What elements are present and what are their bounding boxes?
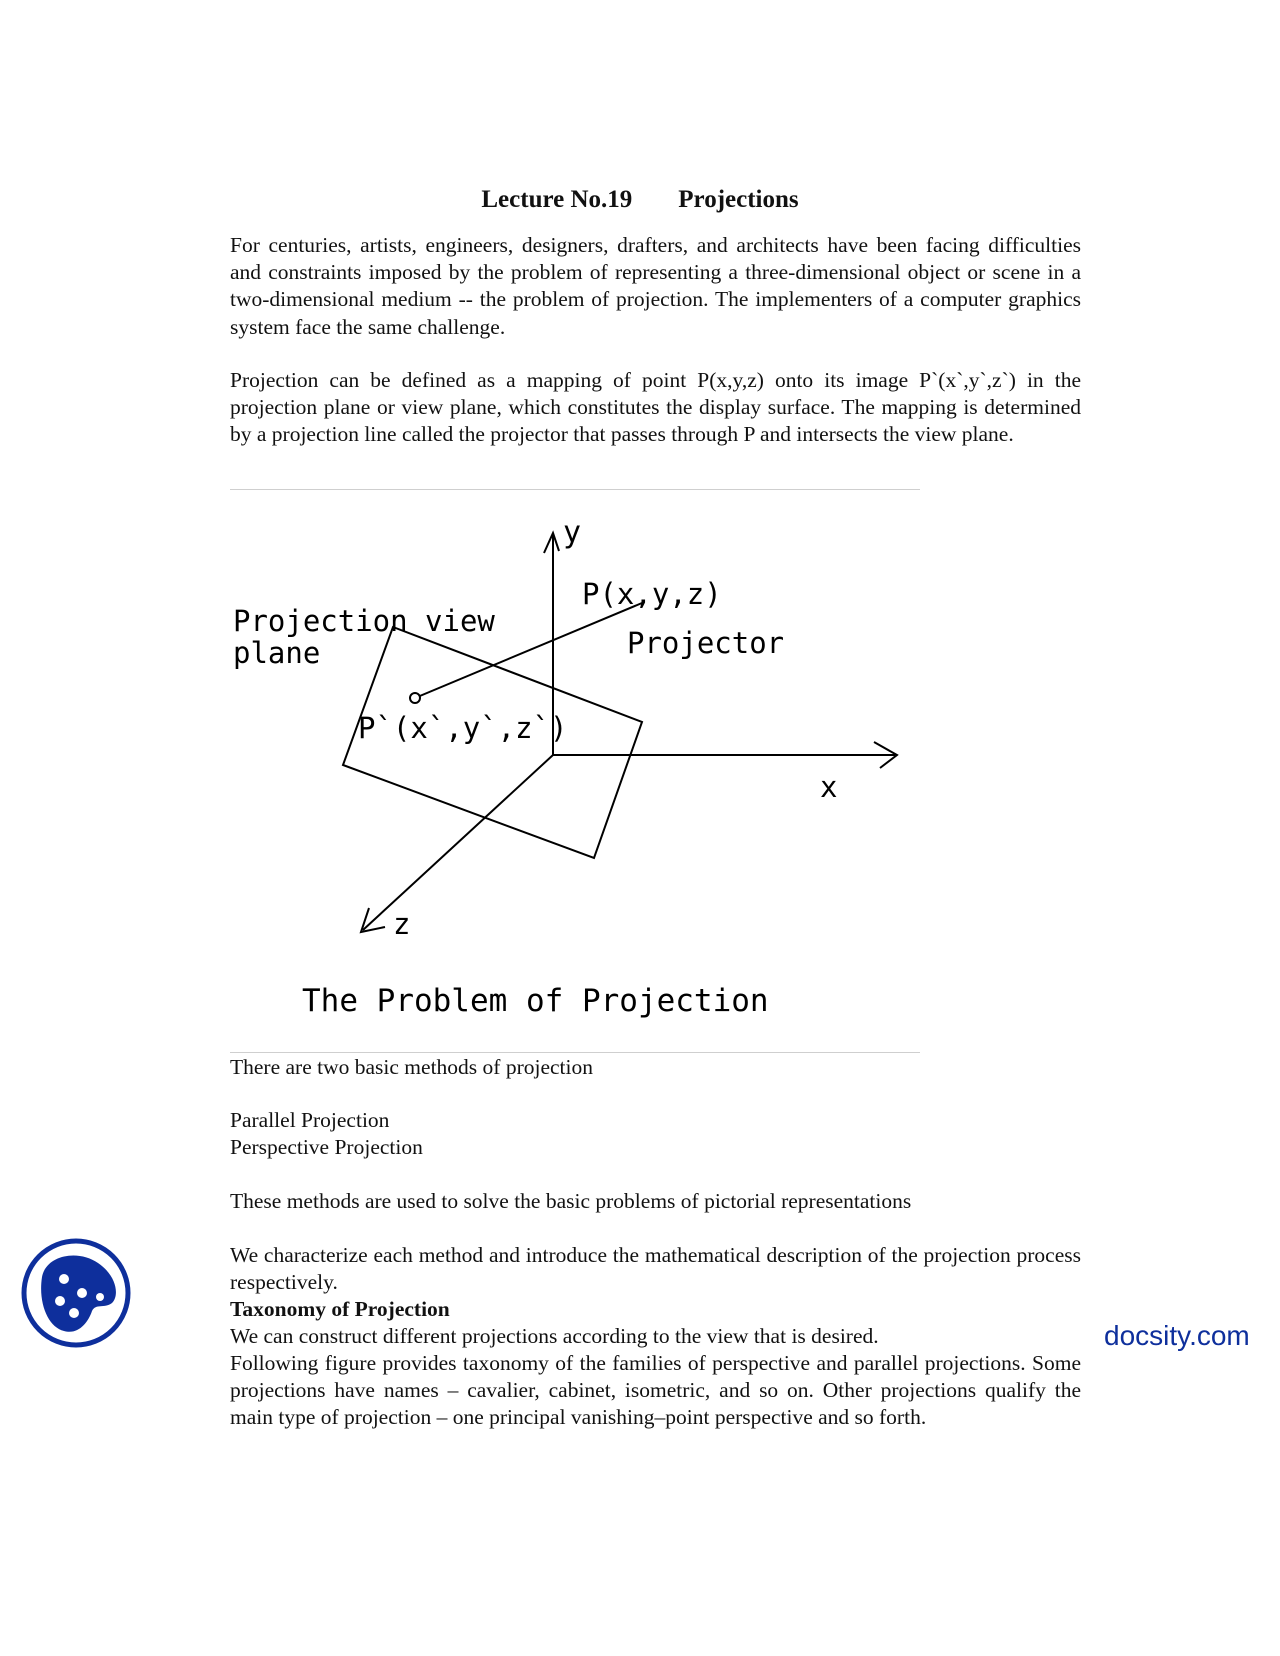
z-axis-line bbox=[363, 755, 553, 930]
y-axis-label: y bbox=[563, 515, 582, 550]
projector-label: Projector bbox=[627, 626, 785, 660]
definition-paragraph: Projection can be defined as a mapping of point P(x,y,z) onto its image P`(x`,y`,z`) in the projection plane or view plane, which constitutes the display surface. The mapping is determined by a projection line called the projector that passes through P and intersects the view plane. bbox=[230, 368, 1081, 447]
construct-text: We can construct different projections according to the view that is desired. bbox=[230, 1324, 879, 1348]
z-axis-label: z bbox=[393, 907, 411, 941]
purpose-text: These methods are used to solve the basic problems of pictorial representations bbox=[230, 1189, 912, 1213]
image-point-marker bbox=[410, 693, 420, 703]
intro-paragraph: For centuries, artists, engineers, designers, drafters, and architects have been facing difficulties and constraints imposed by the problem of representing a three-dimensional object or scene in a two-dimensional medium -- the problem of projection. The implementers of a computer graphics system face the same challenge. bbox=[230, 233, 1081, 339]
image-point-label: P`(x`,y`,z`) bbox=[358, 711, 568, 745]
projection-diagram bbox=[230, 515, 920, 1045]
two-methods-text: There are two basic methods of projection bbox=[230, 1055, 593, 1079]
docsity-brand-text[interactable]: docsity.com bbox=[1104, 1320, 1250, 1351]
lecture-number: Lecture No.19 bbox=[481, 186, 633, 213]
plane-label-line2: plane bbox=[233, 636, 321, 670]
y-axis-arrow bbox=[544, 533, 559, 553]
docsity-logo-icon bbox=[20, 1237, 132, 1349]
divider-bottom bbox=[230, 1052, 920, 1053]
lecture-topic: Projections bbox=[678, 186, 799, 213]
x-axis-label: x bbox=[820, 770, 838, 804]
divider-top bbox=[230, 489, 920, 490]
point-label: P(x,y,z) bbox=[582, 577, 722, 611]
method-parallel: Parallel Projection bbox=[230, 1108, 390, 1132]
method-perspective: Perspective Projection bbox=[230, 1135, 423, 1159]
plane-label-line1: Projection view bbox=[233, 604, 495, 638]
figure-caption: The Problem of Projection bbox=[302, 983, 769, 1019]
page-title bbox=[0, 186, 1280, 214]
taxonomy-heading: Taxonomy of Projection bbox=[230, 1297, 450, 1321]
following-paragraph: Following figure provides taxonomy of the families of perspective and parallel projections. Some projections have names – cavalier, cabinet, isometric, and so on. Other projections qualify the main type of projection – one principal vanishing–point perspective and so forth. bbox=[230, 1351, 1081, 1430]
characterize-paragraph: We characterize each method and introduce the mathematical description of the projection process respectively. bbox=[230, 1243, 1081, 1295]
